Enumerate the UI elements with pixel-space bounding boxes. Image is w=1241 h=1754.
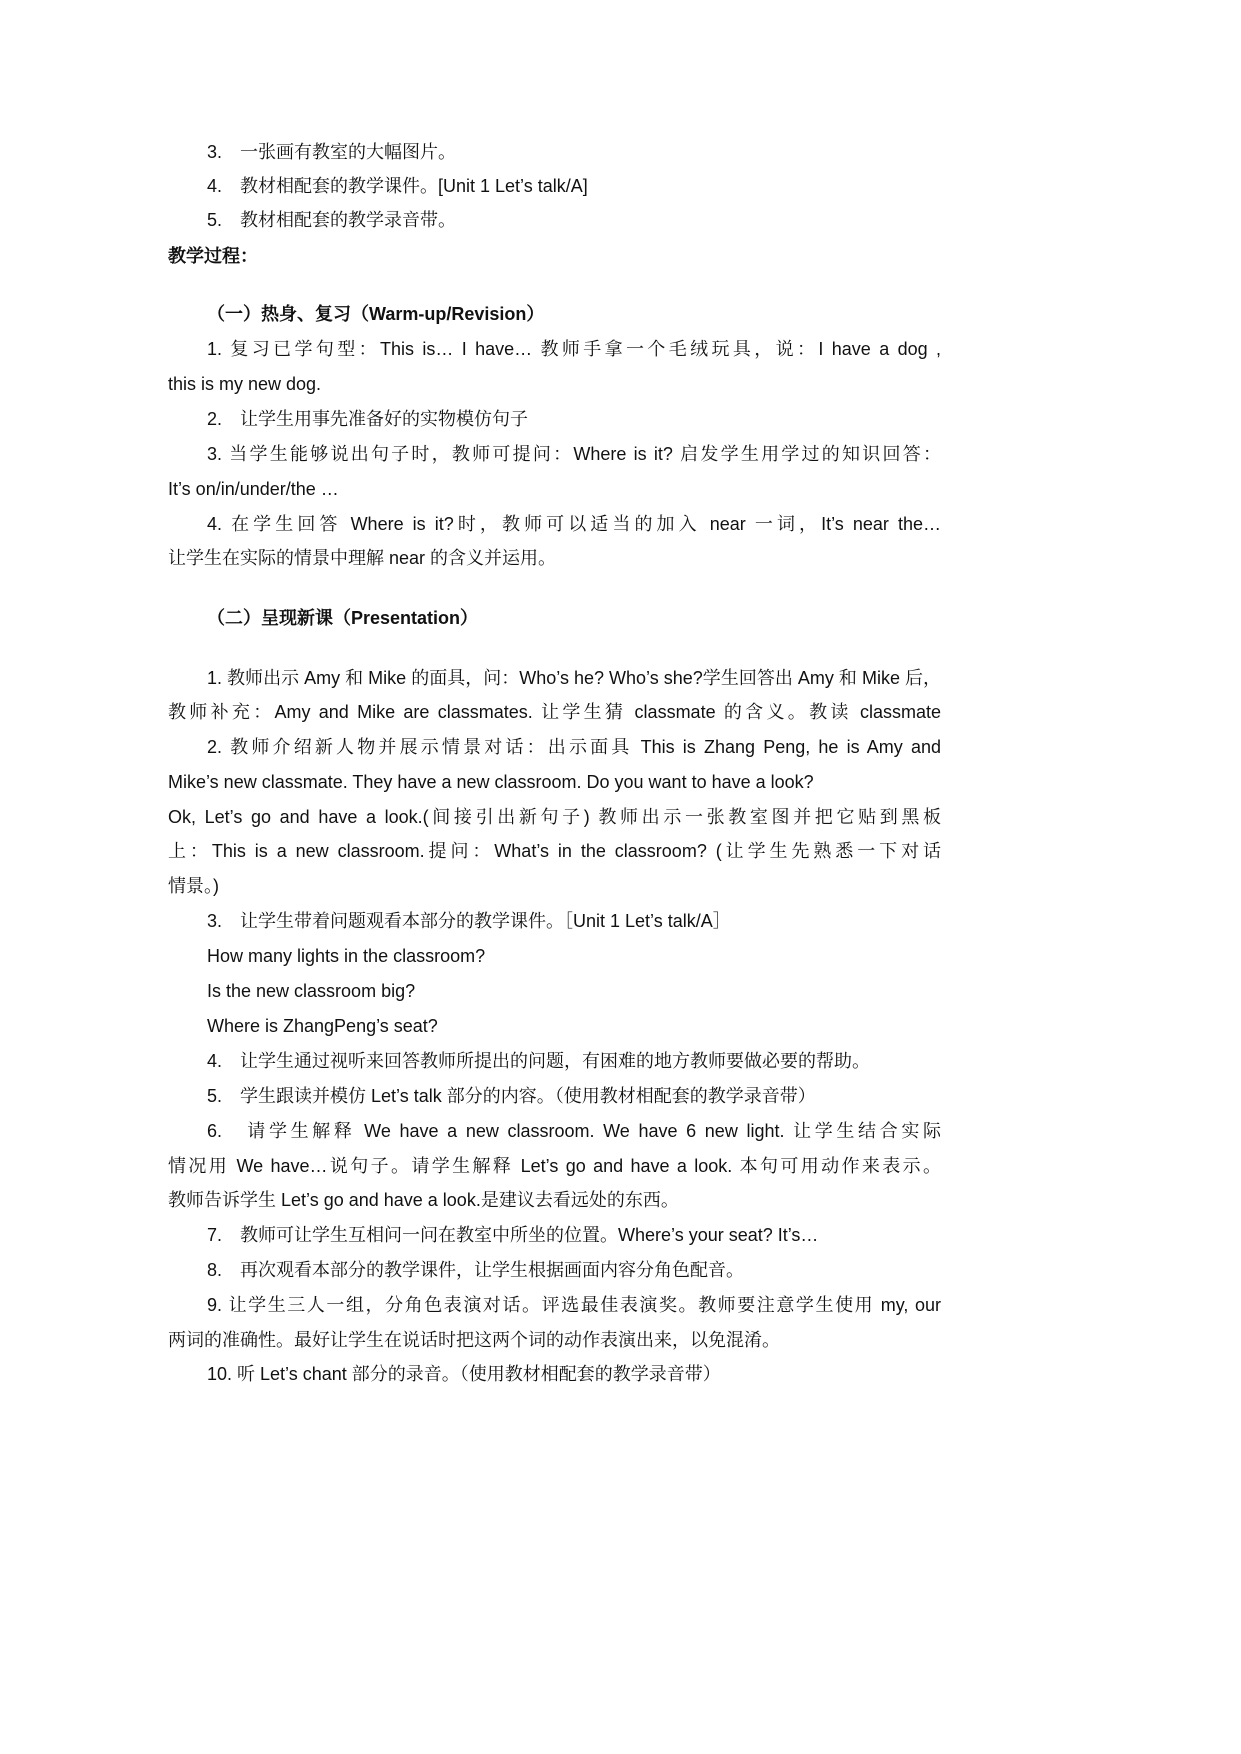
- text-line: 情况用 We have…说句子。请学生解释 Let’s go and have a look. 本句可用动作来表示。: [168, 1156, 941, 1176]
- text-line: 3. 当学生能够说出句子时，教师可提问：Where is it? 启发学生用学过的知识回答：: [207, 444, 941, 464]
- text-line: 2. 让学生用事先准备好的实物模仿句子: [207, 409, 529, 429]
- material-item: 3. 一张画有教室的大幅图片。: [207, 142, 457, 162]
- material-item: 5. 教材相配套的教学录音带。: [207, 210, 457, 230]
- text-line: 上：This is a new classroom.提问：What’s in the classroom? (让学生先熟悉一下对话: [168, 841, 941, 861]
- question-line: Is the new classroom big?: [207, 981, 416, 1001]
- process-title: 教学过程：: [168, 246, 258, 266]
- text-line: 让学生在实际的情景中理解 near 的含义并运用。: [168, 548, 557, 568]
- text-line: 情景。): [168, 876, 219, 896]
- text-line: It’s on/in/under/the …: [168, 479, 339, 499]
- text-line: Mike’s new classmate. They have a new classroom. Do you want to have a look?: [168, 772, 814, 792]
- text-line: 教师补充：Amy and Mike are classmates. 让学生猜 classmate 的含义。教读 classmate: [168, 702, 941, 722]
- text-line: Ok, Let’s go and have a look.(间接引出新句子) 教师出示一张教室图并把它贴到黑板: [168, 807, 941, 827]
- text-line: 8. 再次观看本部分的教学课件，让学生根据画面内容分角色配音。: [207, 1260, 745, 1280]
- text-line: 两词的准确性。最好让学生在说话时把这两个词的动作表演出来，以免混淆。: [168, 1330, 780, 1350]
- text-line: 1. 复习已学句型：This is… I have… 教师手拿一个毛绒玩具，说：I have a dog ,: [207, 339, 941, 359]
- text-line: 教师告诉学生 Let’s go and have a look.是建议去看远处的东西。: [168, 1190, 679, 1210]
- text-line: 6. 请学生解释 We have a new classroom. We have 6 new light. 让学生结合实际: [207, 1121, 941, 1141]
- text-line: 5. 学生跟读并模仿 Let’s talk 部分的内容。（使用教材相配套的教学录音带）: [207, 1086, 816, 1106]
- text-line: 4. 在学生回答 Where is it?时，教师可以适当的加入 near 一词，It’s near the…: [207, 514, 941, 534]
- text-line: 3. 让学生带着问题观看本部分的教学课件。［Unit 1 Let’s talk/A］: [207, 911, 731, 931]
- material-item: 4. 教材相配套的教学课件。[Unit 1 Let’s talk/A]: [207, 176, 588, 196]
- question-line: Where is ZhangPeng’s seat?: [207, 1016, 438, 1036]
- section-heading: （一）热身、复习（Warm-up/Revision）: [207, 304, 545, 324]
- text-line: 4. 让学生通过视听来回答教师所提出的问题，有困难的地方教师要做必要的帮助。: [207, 1051, 871, 1071]
- text-line: 1. 教师出示 Amy 和 Mike 的面具，问：Who’s he? Who’s she?学生回答出 Amy 和 Mike 后，: [207, 668, 941, 688]
- text-line: this is my new dog.: [168, 374, 322, 394]
- text-line: 10. 听 Let’s chant 部分的录音。（使用教材相配套的教学录音带）: [207, 1364, 721, 1384]
- section-heading: （二）呈现新课（Presentation）: [207, 608, 479, 628]
- text-line: 9. 让学生三人一组，分角色表演对话。评选最佳表演奖。教师要注意学生使用 my, our: [207, 1295, 941, 1315]
- text-line: 2. 教师介绍新人物并展示情景对话：出示面具 This is Zhang Peng, he is Amy and: [207, 737, 941, 757]
- question-line: How many lights in the classroom?: [207, 946, 486, 966]
- text-line: 7. 教师可让学生互相问一问在教室中所坐的位置。Where’s your seat? It’s…: [207, 1225, 819, 1245]
